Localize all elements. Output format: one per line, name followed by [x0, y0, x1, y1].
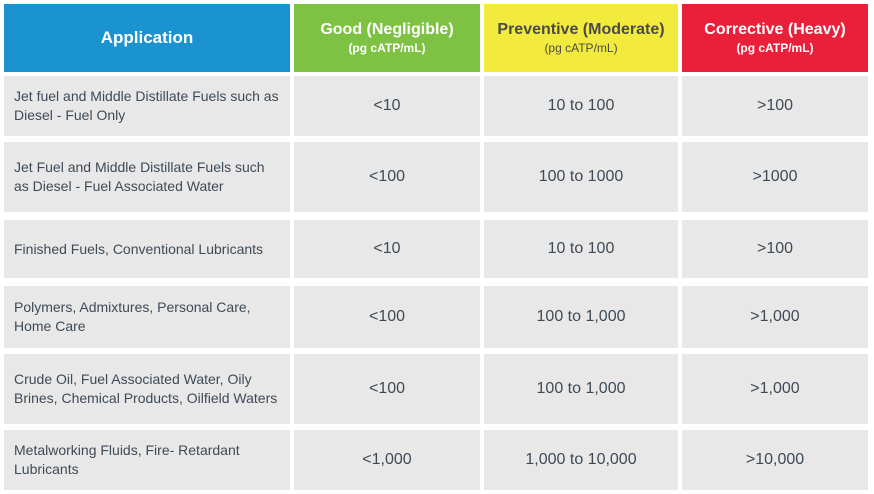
header-preventive — [484, 4, 678, 72]
table-row-corrective: >1,000 — [682, 354, 868, 424]
table-row-corrective: >10,000 — [682, 430, 868, 490]
header-preventive-title: Preventive (Moderate) — [497, 21, 665, 38]
table-row-preventive: 10 to 100 — [484, 220, 678, 278]
header-application-label: Application — [100, 28, 194, 47]
header-preventive-unit: (pg cATP/mL) — [544, 41, 618, 55]
table-row-good: <10 — [294, 220, 480, 278]
table-row-application: Jet Fuel and Middle Distillate Fuels such as Diesel - Fuel Associated Water — [4, 142, 290, 212]
header-good — [294, 4, 480, 72]
header-corrective-title: Corrective (Heavy) — [704, 21, 846, 38]
header-corrective — [682, 4, 868, 72]
table-row-preventive: 10 to 100 — [484, 76, 678, 136]
header-good-unit: (pg cATP/mL) — [348, 41, 426, 55]
table-row-good: <1,000 — [294, 430, 480, 490]
table-row-good: <10 — [294, 76, 480, 136]
table-row-good: <100 — [294, 142, 480, 212]
table-row-preventive: 100 to 1000 — [484, 142, 678, 212]
table-row-corrective: >100 — [682, 76, 868, 136]
table-row-preventive: 100 to 1,000 — [484, 286, 678, 348]
table-row-good: <100 — [294, 286, 480, 348]
table-row-corrective: >1,000 — [682, 286, 868, 348]
table-row-application: Metalworking Fluids, Fire- Retardant Lubricants — [4, 430, 290, 490]
table-row-preventive: 100 to 1,000 — [484, 354, 678, 424]
table-row-application: Crude Oil, Fuel Associated Water, Oily Brines, Chemical Products, Oilfield Waters — [4, 354, 290, 424]
table-row-preventive: 1,000 to 10,000 — [484, 430, 678, 490]
table-row-application: Polymers, Admixtures, Personal Care, Home Care — [4, 286, 290, 348]
table-row-corrective: >100 — [682, 220, 868, 278]
table-row-application: Jet fuel and Middle Distillate Fuels such as Diesel - Fuel Only — [4, 76, 290, 136]
header-application — [4, 4, 290, 72]
table-row-application: Finished Fuels, Conventional Lubricants — [4, 220, 290, 278]
table-row-good: <100 — [294, 354, 480, 424]
header-corrective-unit: (pg cATP/mL) — [736, 41, 814, 55]
table-row-corrective: >1000 — [682, 142, 868, 212]
header-good-title: Good (Negligible) — [320, 21, 454, 38]
